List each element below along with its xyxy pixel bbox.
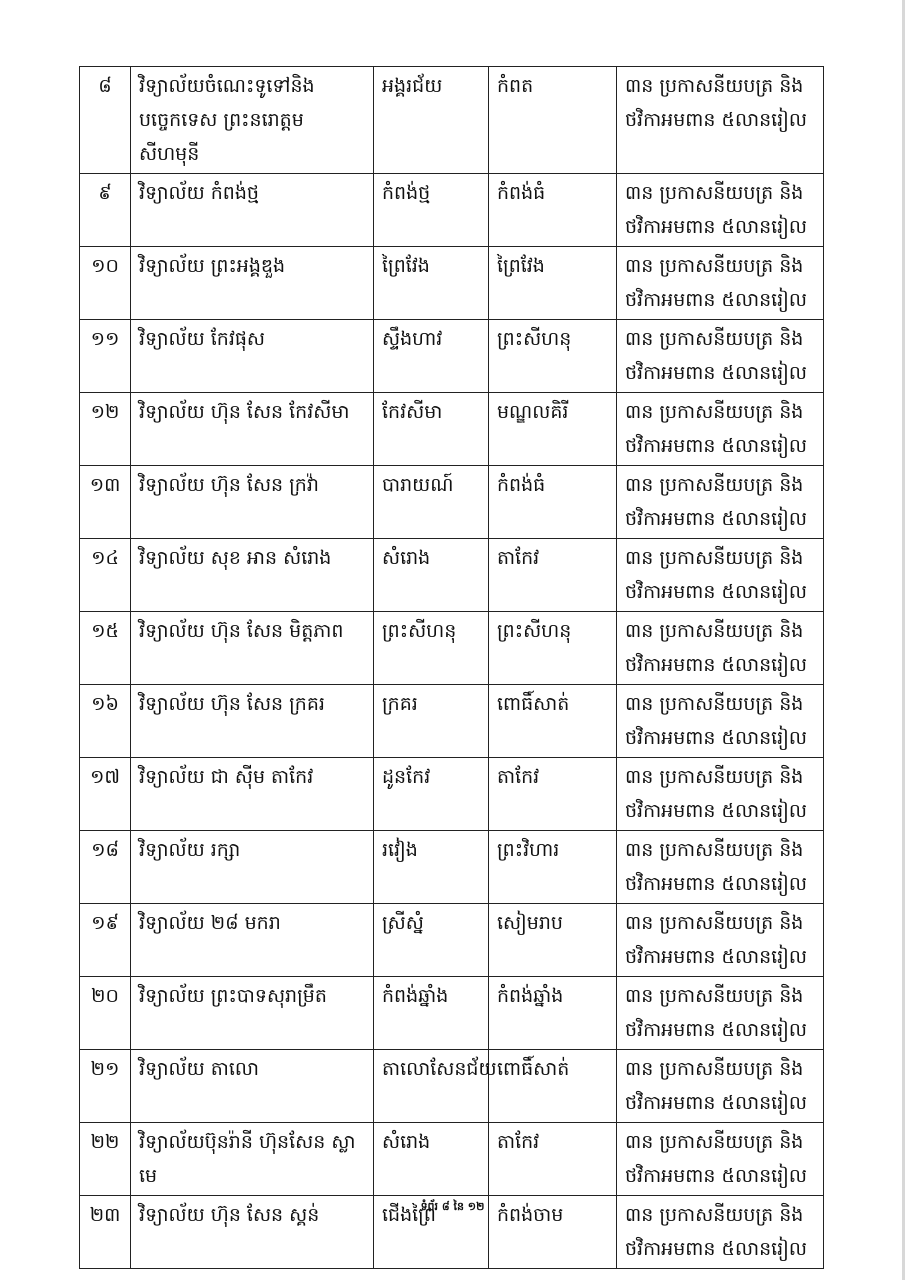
row-number: ១៩ <box>80 904 131 977</box>
row-number: ១០ <box>80 247 131 320</box>
school-name: វិទ្យាល័យ រក្សា <box>131 831 374 904</box>
province-name: ពោធិ៍សាត់ <box>489 685 617 758</box>
table-body <box>80 67 824 1269</box>
row-number: ១២ <box>80 393 131 466</box>
table-row <box>80 977 824 1050</box>
school-name: វិទ្យាល័យ កែវផុស <box>131 320 374 393</box>
table-row <box>80 393 824 466</box>
page-number: ទំព័រ ៨ នៃ ១២ <box>420 1200 485 1213</box>
district-name: ស្រីស្នំ <box>374 904 489 977</box>
table-row <box>80 904 824 977</box>
district-name: ជើងព្រៃ <box>374 1196 489 1269</box>
award-note: ៣ន ប្រកាសនីយបត្រ និង ថវិកាអមពាន ៥លានរៀល <box>617 67 824 174</box>
awards-table <box>79 66 824 1269</box>
row-number: ២២ <box>80 1123 131 1196</box>
district-name: បារាយណ៍ <box>374 466 489 539</box>
row-number: ២៣ <box>80 1196 131 1269</box>
table-row <box>80 758 824 831</box>
district-name: ស្ទឹងហាវ <box>374 320 489 393</box>
award-note: ៣ន ប្រកាសនីយបត្រ និង ថវិកាអមពាន ៥លានរៀល <box>617 247 824 320</box>
table-row <box>80 466 824 539</box>
province-name: កំពត <box>489 67 617 174</box>
district-name: សំរោង <box>374 1123 489 1196</box>
district-name: តាលោសែនជ័យ <box>374 1050 489 1123</box>
table-row <box>80 831 824 904</box>
school-name: វិទ្យាល័យ ២៨ មករា <box>131 904 374 977</box>
school-name: វិទ្យាល័យ ព្រះបាទសុរាម្រឹត <box>131 977 374 1050</box>
district-name: ព្រះសីហនុ <box>374 612 489 685</box>
district-name: កំពង់ឆ្នាំង <box>374 977 489 1050</box>
district-name: ដូនកែវ <box>374 758 489 831</box>
award-note: ៣ន ប្រកាសនីយបត្រ និង ថវិកាអមពាន ៥លានរៀល <box>617 758 824 831</box>
district-name: រវៀង <box>374 831 489 904</box>
province-name: ព្រៃវែង <box>489 247 617 320</box>
row-number: ២១ <box>80 1050 131 1123</box>
school-name: វិទ្យាល័យ ព្រះអង្គឌួង <box>131 247 374 320</box>
province-name: ពោធិ៍សាត់ <box>489 1050 617 1123</box>
row-number: ១៨ <box>80 831 131 904</box>
row-number: ១៤ <box>80 539 131 612</box>
school-name: វិទ្យាល័យចំណេះទូទៅនិងបច្ចេកទេស ព្រះនរោត្តម សីហមុនី <box>131 67 374 174</box>
table-row <box>80 1123 824 1196</box>
award-note: ៣ន ប្រកាសនីយបត្រ និង ថវិកាអមពាន ៥លានរៀល <box>617 393 824 466</box>
school-name: វិទ្យាល័យ សុខ អាន សំរោង <box>131 539 374 612</box>
province-name: ព្រះវិហារ <box>489 831 617 904</box>
province-name: កំពង់ចាម <box>489 1196 617 1269</box>
award-note: ៣ន ប្រកាសនីយបត្រ និង ថវិកាអមពាន ៥លានរៀល <box>617 1196 824 1269</box>
province-name: ព្រះសីហនុ <box>489 320 617 393</box>
award-note: ៣ន ប្រកាសនីយបត្រ និង ថវិកាអមពាន ៥លានរៀល <box>617 612 824 685</box>
award-note: ៣ន ប្រកាសនីយបត្រ និង ថវិកាអមពាន ៥លានរៀល <box>617 1123 824 1196</box>
province-name: ព្រះសីហនុ <box>489 612 617 685</box>
school-name: វិទ្យាល័យ ហ៊ុន សែន មិត្តភាព <box>131 612 374 685</box>
school-name: វិទ្យាល័យ កំពង់ថ្ម <box>131 174 374 247</box>
row-number: ១៧ <box>80 758 131 831</box>
table-row <box>80 1050 824 1123</box>
table-row <box>80 612 824 685</box>
province-name: តាកែវ <box>489 758 617 831</box>
award-note: ៣ន ប្រកាសនីយបត្រ និង ថវិកាអមពាន ៥លានរៀល <box>617 466 824 539</box>
province-name: សៀមរាប <box>489 904 617 977</box>
award-note: ៣ន ប្រកាសនីយបត្រ និង ថវិកាអមពាន ៥លានរៀល <box>617 539 824 612</box>
row-number: ១១ <box>80 320 131 393</box>
row-number: ៨ <box>80 67 131 174</box>
province-name: កំពង់ឆ្នាំង <box>489 977 617 1050</box>
school-name: វិទ្យាល័យ ជា ស៊ីម តាកែវ <box>131 758 374 831</box>
table-row <box>80 685 824 758</box>
district-name: ព្រៃវែង <box>374 247 489 320</box>
row-number: ២០ <box>80 977 131 1050</box>
award-note: ៣ន ប្រកាសនីយបត្រ និង ថវិកាអមពាន ៥លានរៀល <box>617 174 824 247</box>
province-name: កំពង់ធំ <box>489 466 617 539</box>
school-name: វិទ្យាល័យ តាលោ <box>131 1050 374 1123</box>
table-row <box>80 67 824 174</box>
district-name: កែវសីមា <box>374 393 489 466</box>
district-name: សំរោង <box>374 539 489 612</box>
school-name: វិទ្យាល័យប៊ុនរ៉ានី ហ៊ុនសែន ស្លាមេ <box>131 1123 374 1196</box>
award-note: ៣ន ប្រកាសនីយបត្រ និង ថវិកាអមពាន ៥លានរៀល <box>617 831 824 904</box>
province-name: មណ្ឌលគិរី <box>489 393 617 466</box>
award-note: ៣ន ប្រកាសនីយបត្រ និង ថវិកាអមពាន ៥លានរៀល <box>617 977 824 1050</box>
school-name: វិទ្យាល័យ ហ៊ុន សែន ក្រគរ <box>131 685 374 758</box>
school-name: វិទ្យាល័យ ហ៊ុន សែន ស្គន់ <box>131 1196 374 1269</box>
award-note: ៣ន ប្រកាសនីយបត្រ និង ថវិកាអមពាន ៥លានរៀល <box>617 1050 824 1123</box>
school-name: វិទ្យាល័យ ហ៊ុន សែន កែវសីមា <box>131 393 374 466</box>
district-name: អង្គរជ័យ <box>374 67 489 174</box>
school-name: វិទ្យាល័យ ហ៊ុន សែន ក្រវ៉ា <box>131 466 374 539</box>
district-name: ក្រគរ <box>374 685 489 758</box>
province-name: តាកែវ <box>489 539 617 612</box>
award-note: ៣ន ប្រកាសនីយបត្រ និង ថវិកាអមពាន ៥លានរៀល <box>617 685 824 758</box>
row-number: ១៦ <box>80 685 131 758</box>
table-row <box>80 320 824 393</box>
province-name: កំពង់ធំ <box>489 174 617 247</box>
row-number: ១៣ <box>80 466 131 539</box>
table-row <box>80 539 824 612</box>
province-name: តាកែវ <box>489 1123 617 1196</box>
row-number: ៩ <box>80 174 131 247</box>
table-row <box>80 247 824 320</box>
award-note: ៣ន ប្រកាសនីយបត្រ និង ថវិកាអមពាន ៥លានរៀល <box>617 904 824 977</box>
award-note: ៣ន ប្រកាសនីយបត្រ និង ថវិកាអមពាន ៥លានរៀល <box>617 320 824 393</box>
table-row <box>80 174 824 247</box>
district-name: កំពង់ថ្ម <box>374 174 489 247</box>
row-number: ១៥ <box>80 612 131 685</box>
